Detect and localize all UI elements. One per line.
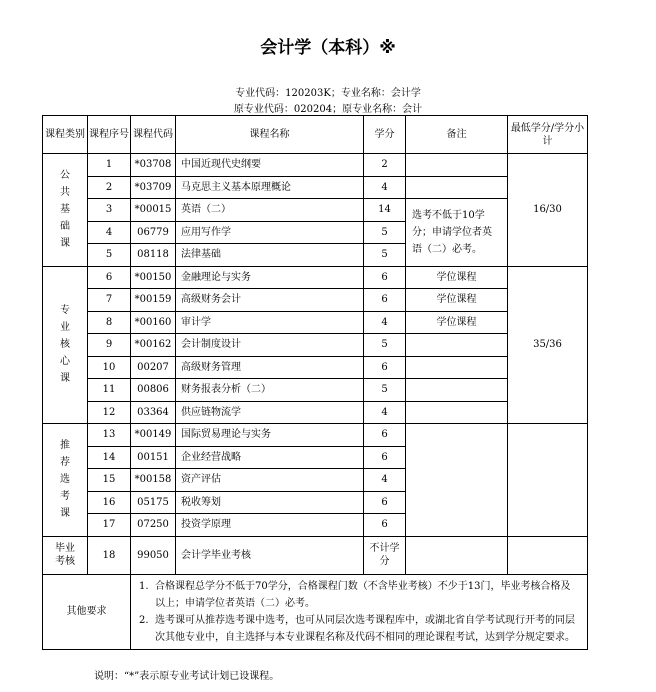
course-name-cell: 投资学原理: [176, 514, 364, 537]
seq-cell: 10: [88, 356, 131, 379]
credit-cell: 6: [364, 356, 406, 379]
credit-cell: 5: [364, 334, 406, 357]
remark-cell: [406, 176, 508, 199]
header-min-credit: 最低学分/学分小计: [508, 116, 588, 154]
code-cell: 00151: [131, 446, 176, 469]
min-credit-public-basic: 16/30: [508, 154, 588, 267]
course-name-cell: 企业经营战略: [176, 446, 364, 469]
seq-cell: 12: [88, 401, 131, 424]
requirement-text: 合格课程总学分不低于70学分，合格课程门数（不含毕业考核）不少于13门，毕业考核合格及以上；申请学位者英语（二）必考。: [155, 580, 571, 609]
course-name-cell: 高级财务会计: [176, 289, 364, 312]
seq-cell: 13: [88, 424, 131, 447]
course-name-cell: 应用写作学: [176, 221, 364, 244]
code-cell: 00207: [131, 356, 176, 379]
credit-cell: 6: [364, 491, 406, 514]
course-name-cell: 审计学: [176, 311, 364, 334]
other-requirements-row: [43, 574, 588, 649]
seq-cell: 8: [88, 311, 131, 334]
min-credit-elective: [508, 424, 588, 537]
other-requirements-text: [131, 574, 588, 649]
requirement-item: [139, 612, 579, 646]
remark-graduation: [406, 536, 508, 574]
course-name-cell: 英语（二）: [176, 199, 364, 222]
course-name-cell: 高级财务管理: [176, 356, 364, 379]
credit-cell: 6: [364, 446, 406, 469]
course-name-cell: 税收筹划: [176, 491, 364, 514]
header-name: 课程名称: [176, 116, 364, 154]
course-name-cell: 金融理论与实务: [176, 266, 364, 289]
credit-cell: 6: [364, 266, 406, 289]
seq-cell: 9: [88, 334, 131, 357]
code-cell: *00158: [131, 469, 176, 492]
code-cell: 08118: [131, 244, 176, 267]
major-code-line: 专业代码：120203K；专业名称：会计学: [235, 88, 421, 99]
header-remark: 备注: [406, 116, 508, 154]
course-table: [42, 115, 588, 650]
seq-cell: 3: [88, 199, 131, 222]
code-cell: 06779: [131, 221, 176, 244]
credit-cell: 14: [364, 199, 406, 222]
header-code: 课程代码: [131, 116, 176, 154]
credit-cell: 4: [364, 469, 406, 492]
header-seq: 课程序号: [88, 116, 131, 154]
code-cell: *00160: [131, 311, 176, 334]
course-name-cell: 中国近现代史纲要: [176, 154, 364, 177]
other-requirements-label: 其他要求: [43, 574, 131, 649]
original-major-code-line: 原专业代码：020204；原专业名称：会计: [233, 104, 423, 115]
remark-cell: [406, 379, 508, 402]
course-name-cell: 法律基础: [176, 244, 364, 267]
table-row: [43, 334, 588, 357]
code-cell: 00806: [131, 379, 176, 402]
header-category: 课程类别: [43, 116, 88, 154]
remark-cell: 学位课程: [406, 311, 508, 334]
seq-cell: 14: [88, 446, 131, 469]
table-row: [43, 424, 588, 447]
header-credit: 学分: [364, 116, 406, 154]
seq-cell: 17: [88, 514, 131, 537]
remark-elective: [406, 424, 508, 537]
credit-cell: 4: [364, 176, 406, 199]
table-row: [43, 401, 588, 424]
credit-cell: 2: [364, 154, 406, 177]
requirement-item: [139, 578, 579, 612]
seq-cell: 11: [88, 379, 131, 402]
seq-cell: 2: [88, 176, 131, 199]
requirement-number: 2.: [139, 614, 149, 626]
requirement-number: 1.: [139, 580, 149, 592]
remark-cell: [406, 401, 508, 424]
table-row: [43, 536, 588, 574]
credit-cell: 4: [364, 311, 406, 334]
category-elective: 推荐选考课: [43, 424, 88, 537]
code-cell: 05175: [131, 491, 176, 514]
table-row: [43, 176, 588, 199]
category-core: 专业核心课: [43, 266, 88, 424]
code-cell: 07250: [131, 514, 176, 537]
code-cell: *00150: [131, 266, 176, 289]
code-cell: *00015: [131, 199, 176, 222]
credit-cell: 不计学分: [364, 536, 406, 574]
table-row: [43, 199, 588, 222]
course-name-cell: 马克思主义基本原理概论: [176, 176, 364, 199]
course-name-cell: 国际贸易理论与实务: [176, 424, 364, 447]
code-cell: 99050: [131, 536, 176, 574]
header-row: [43, 116, 588, 154]
requirement-text: 选考课可从推荐选考课中选考，也可从同层次选考课程库中，或湖北省自学考试现行开考的同层次其他专业中，自主选择与本专业课程名称及代码不相同的理论课程考试，达到学分规定要求。: [155, 614, 575, 643]
seq-cell: 5: [88, 244, 131, 267]
remark-public-basic: 选考不低于10学分；申请学位者英语（二）必考。: [406, 199, 508, 267]
code-cell: *00149: [131, 424, 176, 447]
table-row: [43, 311, 588, 334]
remark-cell: 学位课程: [406, 266, 508, 289]
course-name-cell: 供应链物流学: [176, 401, 364, 424]
course-name-cell: 财务报表分析（二）: [176, 379, 364, 402]
credit-cell: 5: [364, 379, 406, 402]
min-credit-core: 35/36: [508, 266, 588, 424]
code-cell: *03709: [131, 176, 176, 199]
category-graduation: 毕业考核: [43, 536, 88, 574]
seq-cell: 18: [88, 536, 131, 574]
code-cell: *00162: [131, 334, 176, 357]
remark-cell: [406, 334, 508, 357]
code-cell: *00159: [131, 289, 176, 312]
credit-cell: 5: [364, 244, 406, 267]
credit-cell: 6: [364, 514, 406, 537]
min-credit-graduation: [508, 536, 588, 574]
category-public-basic: 公共基础课: [43, 154, 88, 267]
course-name-cell: 会计学毕业考核: [176, 536, 364, 574]
table-row: [43, 289, 588, 312]
course-name-cell: 会计制度设计: [176, 334, 364, 357]
credit-cell: 5: [364, 221, 406, 244]
remark-cell: 学位课程: [406, 289, 508, 312]
seq-cell: 7: [88, 289, 131, 312]
seq-cell: 4: [88, 221, 131, 244]
footnote: 说明：“*”表示原专业考试计划已设课程。: [94, 671, 280, 682]
table-row: [43, 379, 588, 402]
credit-cell: 4: [364, 401, 406, 424]
seq-cell: 16: [88, 491, 131, 514]
table-row: [43, 154, 588, 177]
page-title: 会计学（本科）※: [260, 38, 396, 58]
table-row: [43, 266, 588, 289]
table-row: [43, 356, 588, 379]
code-cell: 03364: [131, 401, 176, 424]
code-cell: *03708: [131, 154, 176, 177]
credit-cell: 6: [364, 424, 406, 447]
seq-cell: 15: [88, 469, 131, 492]
remark-cell: [406, 154, 508, 177]
course-name-cell: 资产评估: [176, 469, 364, 492]
credit-cell: 6: [364, 289, 406, 312]
remark-cell: [406, 356, 508, 379]
seq-cell: 6: [88, 266, 131, 289]
seq-cell: 1: [88, 154, 131, 177]
